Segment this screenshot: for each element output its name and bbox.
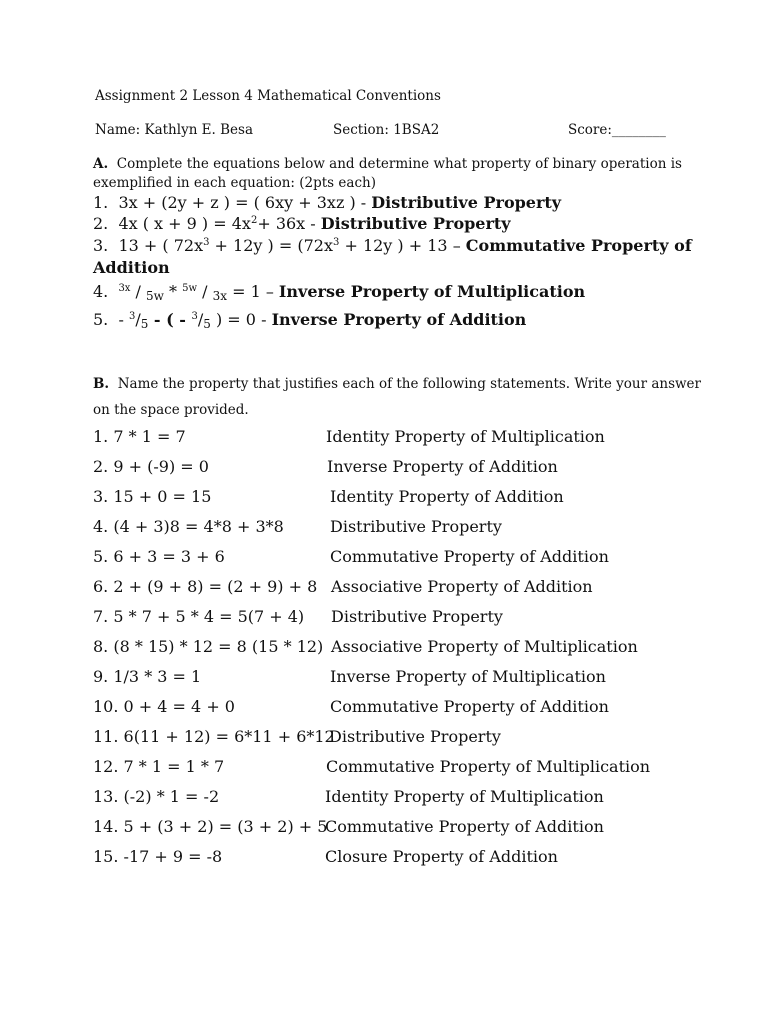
part-b-statement: 13. (-2) * 1 = -2 [93,787,220,806]
part-b-answer: Commutative Property of Addition [330,697,609,716]
part-b-answer: Commutative Property of Addition [330,547,609,566]
part-b-row [93,727,713,751]
part-b-row [93,517,713,541]
part-b-row [93,697,713,721]
score-label: Score:________ [568,122,666,138]
part-b-row [93,787,713,811]
assignment-title: Assignment 2 Lesson 4 Mathematical Conventions [95,88,441,104]
part-b-answer: Distributive Property [329,727,501,746]
part-b-answer: Associative Property of Multiplication [331,637,638,656]
part-b-answer: Inverse Property of Multiplication [330,667,606,686]
part-b-statement: 1. 7 * 1 = 7 [93,427,186,446]
part-b-row [93,607,713,631]
part-b-statement: 10. 0 + 4 = 4 + 0 [93,697,235,716]
part-b-statement: 2. 9 + (-9) = 0 [93,457,209,476]
section-label: Section: 1BSA2 [333,122,440,138]
part-b-statement: 7. 5 * 7 + 5 * 4 = 5(7 + 4) [93,607,305,626]
part-b-row [93,817,713,841]
student-name: Name: Kathlyn E. Besa [95,122,253,138]
part-b-row [93,427,713,451]
part-b-statement: 12. 7 * 1 = 1 * 7 [93,757,225,776]
part-b-letter: B. [93,376,110,392]
part-a-item: 4. $^{3x}$ / $_{5w}$ * $^{5w}$ / $_{3x}$ = 1 – Inverse Property of Multiplication [93,282,586,303]
part-b-row [93,847,713,871]
part-a-answer: Inverse Property of Multiplication [278,282,586,301]
part-b-row [93,667,713,691]
part-b-statement: 14. 5 + (3 + 2) = (3 + 2) + 5 [93,817,328,836]
part-b-statement: 5. 6 + 3 = 3 + 6 [93,547,225,566]
part-b-answer: Commutative Property of Multiplication [326,757,651,776]
part-a-instructions [93,156,682,172]
part-b-answer: Distributive Property [331,607,503,626]
part-b-row [93,457,713,481]
part-b-statement: 9. 1/3 * 3 = 1 [93,667,202,686]
part-b-answer: Closure Property of Addition [325,847,558,866]
part-b-instructions [93,376,701,392]
part-b-row [93,637,713,661]
part-a-item: 3. 13 + ( $72x^3 + 12y$ ) = ($72x^3 + 12y$ ) + 13 – Commutative Property of [93,236,692,255]
part-b-row [93,547,713,571]
part-b-statement: 8. (8 * 15) * 12 = 8 (15 * 12) [93,637,324,656]
part-a-answer: Distributive Property [371,193,562,212]
part-b-answer: Commutative Property of Addition [325,817,604,836]
part-b-statement: 11. 6(11 + 12) = 6*11 + 6*12 [93,727,335,746]
part-b-statement: 3. 15 + 0 = 15 [93,487,212,506]
part-a-instructions-line1: Complete the equations below and determine what property of binary operation is [116,156,682,172]
part-a-instructions-line2: exemplified in each equation: (2pts each) [93,175,376,191]
part-b-statement: 6. 2 + (9 + 8) = (2 + 9) + 8 [93,577,318,596]
part-b-instructions-line1: Name the property that justifies each of the following statements. Write your answer [117,376,701,392]
part-a-item: 5. - $^3/_5$ - ( - $^3/_5$ ) = 0 - Inverse Property of Addition [93,310,527,331]
part-b-statement: 4. (4 + 3)8 = 4*8 + 3*8 [93,517,284,536]
part-b-answer: Associative Property of Addition [331,577,593,596]
part-b-answer: Inverse Property of Addition [327,457,558,476]
part-b-answer: Identity Property of Multiplication [325,787,604,806]
part-b-answer: Identity Property of Multiplication [326,427,605,446]
part-b-row [93,757,713,781]
part-b-instructions-line2: on the space provided. [93,402,249,418]
part-a-item: 1. 3x + (2y + z ) = ( 6xy + 3xz ) - Distributive Property [93,193,562,212]
part-a-answer: Distributive Property [320,214,511,233]
part-a-letter: A. [93,156,109,172]
part-a-answer: Commutative Property of [465,236,692,255]
part-b-row [93,487,713,511]
part-b-answer: Identity Property of Addition [330,487,564,506]
part-b-statement: 15. -17 + 9 = -8 [93,847,223,866]
part-a-answer-continued: Addition [93,258,170,277]
part-a-item: 2. 4x ( x + 9 ) = $4x^2+ 36x$ - Distributive Property [93,214,511,233]
part-b-row [93,577,713,601]
part-a-answer: Inverse Property of Addition [271,310,527,329]
part-b-answer: Distributive Property [330,517,502,536]
